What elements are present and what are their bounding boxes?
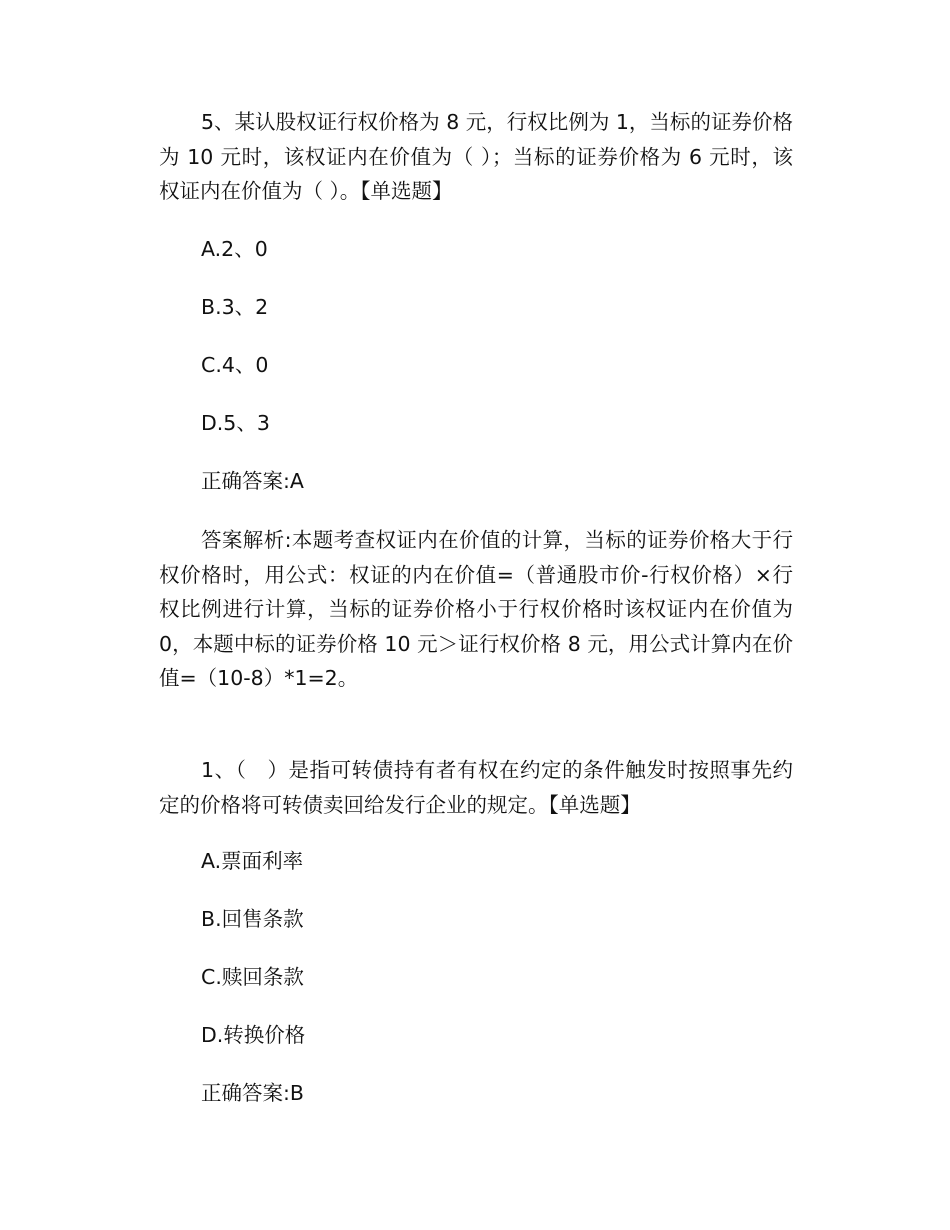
question-stem: 1、（ ）是指可转债持有者有权在约定的条件触发时按照事先约定的价格将可转债卖回给发行企业的规定。【单选题】 [159, 758, 793, 817]
option-a: A.票面利率 [201, 849, 304, 873]
option-d: D.转换价格 [201, 1023, 306, 1047]
option-c: C.赎回条款 [201, 965, 304, 989]
question-stem: 5、某认股权证行权价格为 8 元，行权比例为 1，当标的证券价格为 10 元时，该权证内在价值为（ ）；当标的证券价格为 6 元时，该权证内在价值为（ ）。【单选题】 [159, 110, 793, 203]
answer-explanation: 答案解析:本题考查权证内在价值的计算，当标的证券价格大于行权价格时，用公式：权证的内在价值=（普通股市价-行权价格）×行权比例进行计算，当标的证券价格小于行权价格时该权证内在价值为 0，本题中标的证券价格 10 元＞证行权价格 8 元，用公式计算内在价值=（10-8）*1=2。 [159, 528, 793, 690]
option-d: D.5、3 [201, 411, 270, 435]
question-5 [159, 105, 793, 209]
option-a: A.2、0 [201, 237, 268, 261]
question-1 [159, 753, 793, 822]
option-b: B.回售条款 [201, 907, 304, 931]
option-c: C.4、0 [201, 353, 269, 377]
correct-answer: 正确答案:B [201, 1081, 304, 1105]
option-b: B.3、2 [201, 295, 269, 319]
correct-answer: 正确答案:A [201, 469, 304, 493]
